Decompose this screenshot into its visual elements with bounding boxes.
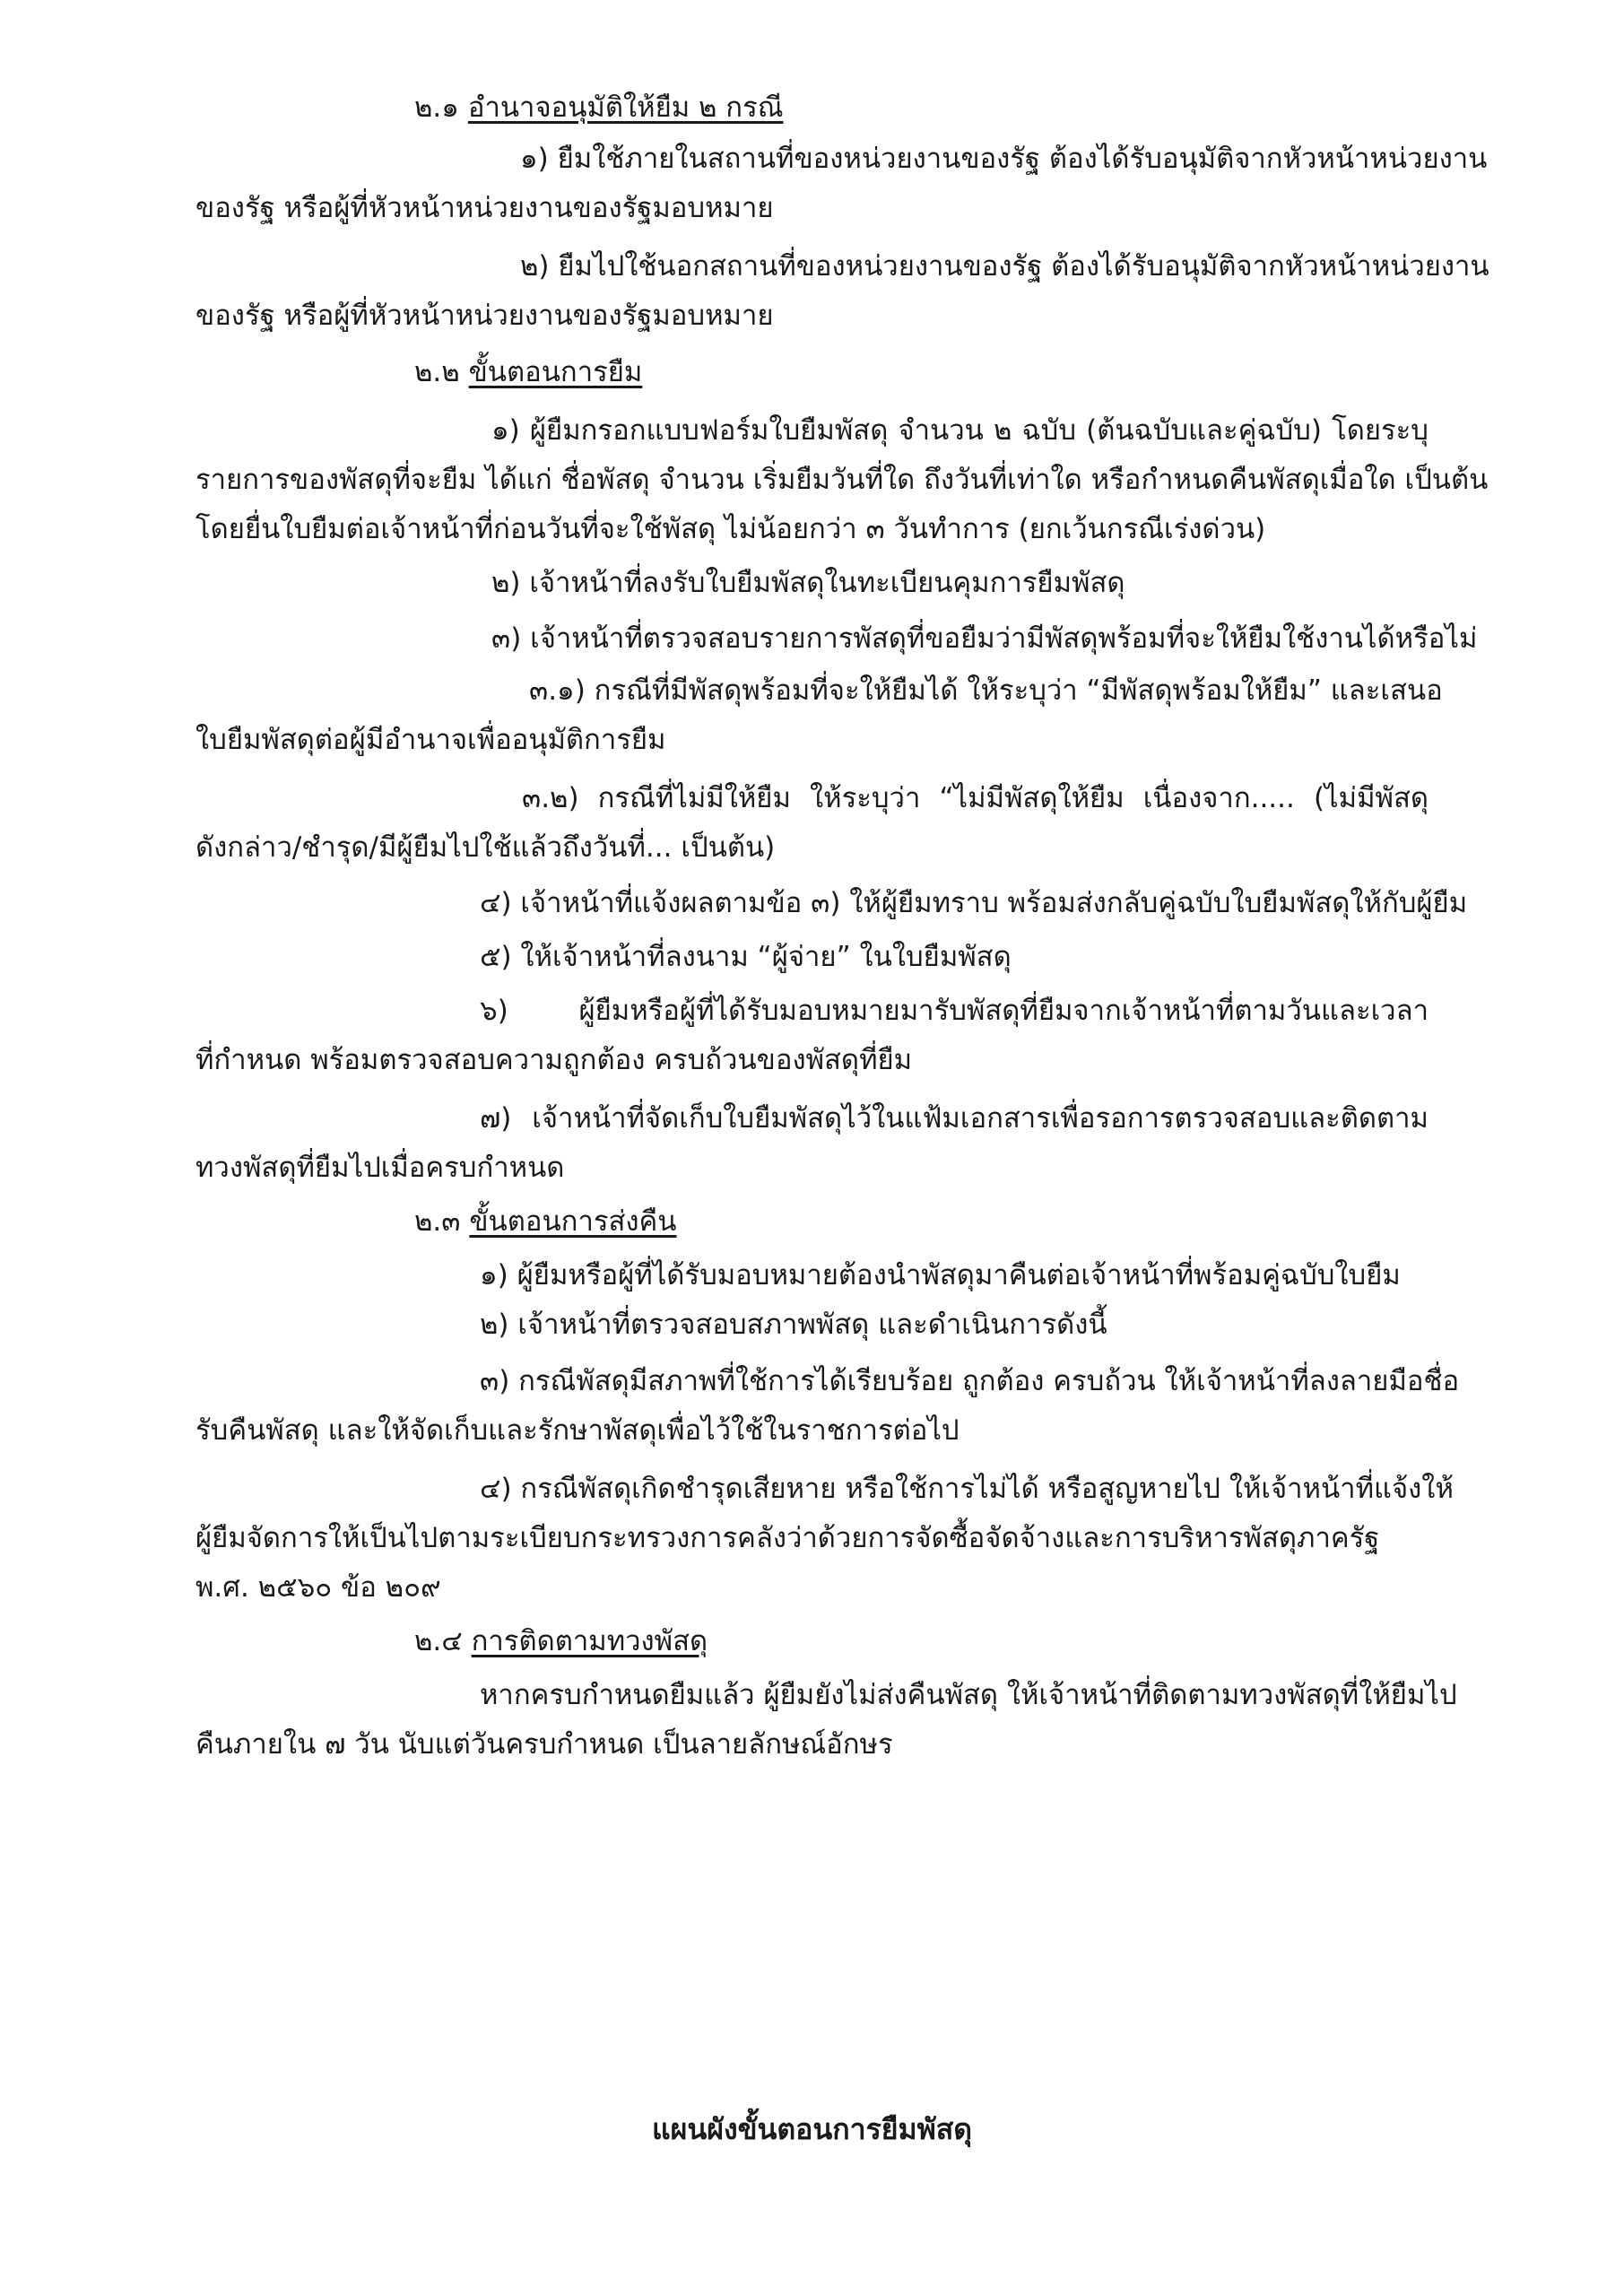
paragraph-line: ๓) เจ้าหน้าที่ตรวจสอบรายการพัสดุที่ขอยืมว่ามีพัสดุพร้อมที่จะให้ยืมใช้งานได้หรือไม่	[491, 622, 1478, 655]
paragraph-line: ๑) ผู้ยืมหรือผู้ที่ได้รับมอบหมายต้องนำพัสดุมาคืนต่อเจ้าหน้าที่พร้อมคู่ฉบับใบยืม	[480, 1259, 1401, 1292]
paragraph-line: ๔) เจ้าหน้าที่แจ้งผลตามข้อ ๓) ให้ผู้ยืมทราบ พร้อมส่งกลับคู่ฉบับใบยืมพัสดุให้กับผู้ยืม	[480, 887, 1468, 919]
paragraph-line: ๗) เจ้าหน้าที่จัดเก็บใบยืมพัสดุไว้ในแฟ้มเอกสารเพื่อรอการตรวจสอบและติดตาม	[480, 1102, 1429, 1135]
section-title: การติดตามทวงพัสดุ	[471, 1625, 708, 1657]
paragraph-line: ๓) กรณีพัสดุมีสภาพที่ใช้การได้เรียบร้อย ถูกต้อง ครบถ้วน ให้เจ้าหน้าที่ลงลายมือชื่อ	[480, 1365, 1460, 1397]
paragraph-line: ๒) ยืมไปใช้นอกสถานที่ของหน่วยงานของรัฐ ต้องได้รับอนุมัติจากหัวหน้าหน่วยงาน	[520, 250, 1489, 283]
paragraph-line: ผู้ยืมจัดการให้เป็นไปตามระเบียบกระทรวงการคลังว่าด้วยการจัดซื้อจัดจ้างและการบริหารพัสดุภาครัฐ	[195, 1522, 1380, 1554]
paragraph-line: ๕) ให้เจ้าหน้าที่ลงนาม “ผู้จ่าย” ในใบยืมพัสดุ	[480, 941, 1012, 973]
section-number: ๒.๑	[414, 91, 459, 124]
paragraph-line: ๒) เจ้าหน้าที่ลงรับใบยืมพัสดุในทะเบียนคุมการยืมพัสดุ	[491, 567, 1125, 599]
paragraph-line: ๑) ผู้ยืมกรอกแบบฟอร์มใบยืมพัสดุ จำนวน ๒ ฉบับ (ต้นฉบับและคู่ฉบับ) โดยระบุ	[491, 414, 1429, 447]
paragraph-line: ที่กำหนด พร้อมตรวจสอบความถูกต้อง ครบถ้วนของพัสดุที่ยืม	[195, 1044, 913, 1076]
paragraph-line: รับคืนพัสดุ และให้จัดเก็บและรักษาพัสดุเพื่อไว้ใช้ในราชการต่อไป	[195, 1414, 960, 1447]
section-2-2-heading	[414, 352, 642, 392]
paragraph-line: ของรัฐ หรือผู้ที่หัวหน้าหน่วยงานของรัฐมอบหมาย	[195, 192, 774, 224]
section-2-3-heading	[414, 1202, 676, 1241]
paragraph-line: โดยยื่นใบยืมต่อเจ้าหน้าที่ก่อนวันที่จะใช้พัสดุ ไม่น้อยกว่า ๓ วันทำการ (ยกเว้นกรณีเร่งด่วน)	[195, 513, 1266, 545]
paragraph-line: ๓.๑) กรณีที่มีพัสดุพร้อมที่จะให้ยืมได้ ให้ระบุว่า “มีพัสดุพร้อมให้ยืม” และเสนอ	[529, 674, 1443, 707]
paragraph-line: รายการของพัสดุที่จะยืม ได้แก่ ชื่อพัสดุ จำนวน เริ่มยืมวันที่ใด ถึงวันที่เท่าใด หรือกำหนดคืนพัสดุเมื่อใด เป็นต้น	[195, 464, 1489, 496]
section-2-4-heading	[414, 1622, 708, 1661]
section-title: ขั้นตอนการส่งคืน	[469, 1205, 677, 1238]
paragraph-line: ๓.๒) กรณีที่ไม่มีให้ยืม ให้ระบุว่า “ไม่มีพัสดุให้ยืม เนื่องจาก..... (ไม่มีพัสดุ	[522, 782, 1429, 814]
paragraph-line: ๖) ผู้ยืมหรือผู้ที่ได้รับมอบหมายมารับพัสดุที่ยืมจากเจ้าหน้าที่ตามวันและเวลา	[480, 995, 1429, 1027]
section-number: ๒.๔	[414, 1625, 463, 1657]
paragraph-line: คืนภายใน ๗ วัน นับแต่วันครบกำหนด เป็นลายลักษณ์อักษร	[195, 1728, 893, 1761]
paragraph-line: ทวงพัสดุที่ยืมไปเมื่อครบกำหนด	[195, 1152, 565, 1184]
paragraph-line: ดังกล่าว/ชำรุด/มีผู้ยืมไปใช้แล้วถึงวันที่... เป็นต้น)	[195, 831, 776, 864]
section-title: อำนาจอนุมัติให้ยืม ๒ กรณี	[467, 91, 784, 124]
paragraph-line: หากครบกำหนดยืมแล้ว ผู้ยืมยังไม่ส่งคืนพัสดุ ให้เจ้าหน้าที่ติดตามทวงพัสดุที่ให้ยืมไป	[480, 1679, 1457, 1711]
section-number: ๒.๒	[414, 356, 460, 388]
section-number: ๒.๓	[414, 1205, 461, 1238]
paragraph-line: ๒) เจ้าหน้าที่ตรวจสอบสภาพพัสดุ และดำเนินการดังนี้	[480, 1309, 1107, 1341]
section-2-1-heading	[414, 88, 783, 127]
paragraph-line: พ.ศ. ๒๕๖๐ ข้อ ๒๐๙	[195, 1571, 441, 1604]
paragraph-line: ๑) ยืมใช้ภายในสถานที่ของหน่วยงานของรัฐ ต้องได้รับอนุมัติจากหัวหน้าหน่วยงาน	[520, 143, 1488, 175]
paragraph-line: ๔) กรณีพัสดุเกิดชำรุดเสียหาย หรือใช้การไม่ได้ หรือสูญหายไป ให้เจ้าหน้าที่แจ้งให้	[480, 1473, 1454, 1505]
paragraph-line: ใบยืมพัสดุต่อผู้มีอำนาจเพื่ออนุมัติการยืม	[195, 724, 666, 756]
section-title: ขั้นตอนการยืม	[468, 356, 643, 388]
flowchart-title: แผนผังขั้นตอนการยืมพัสดุ	[651, 2112, 973, 2146]
paragraph-line: ของรัฐ หรือผู้ที่หัวหน้าหน่วยงานของรัฐมอบหมาย	[195, 300, 774, 332]
